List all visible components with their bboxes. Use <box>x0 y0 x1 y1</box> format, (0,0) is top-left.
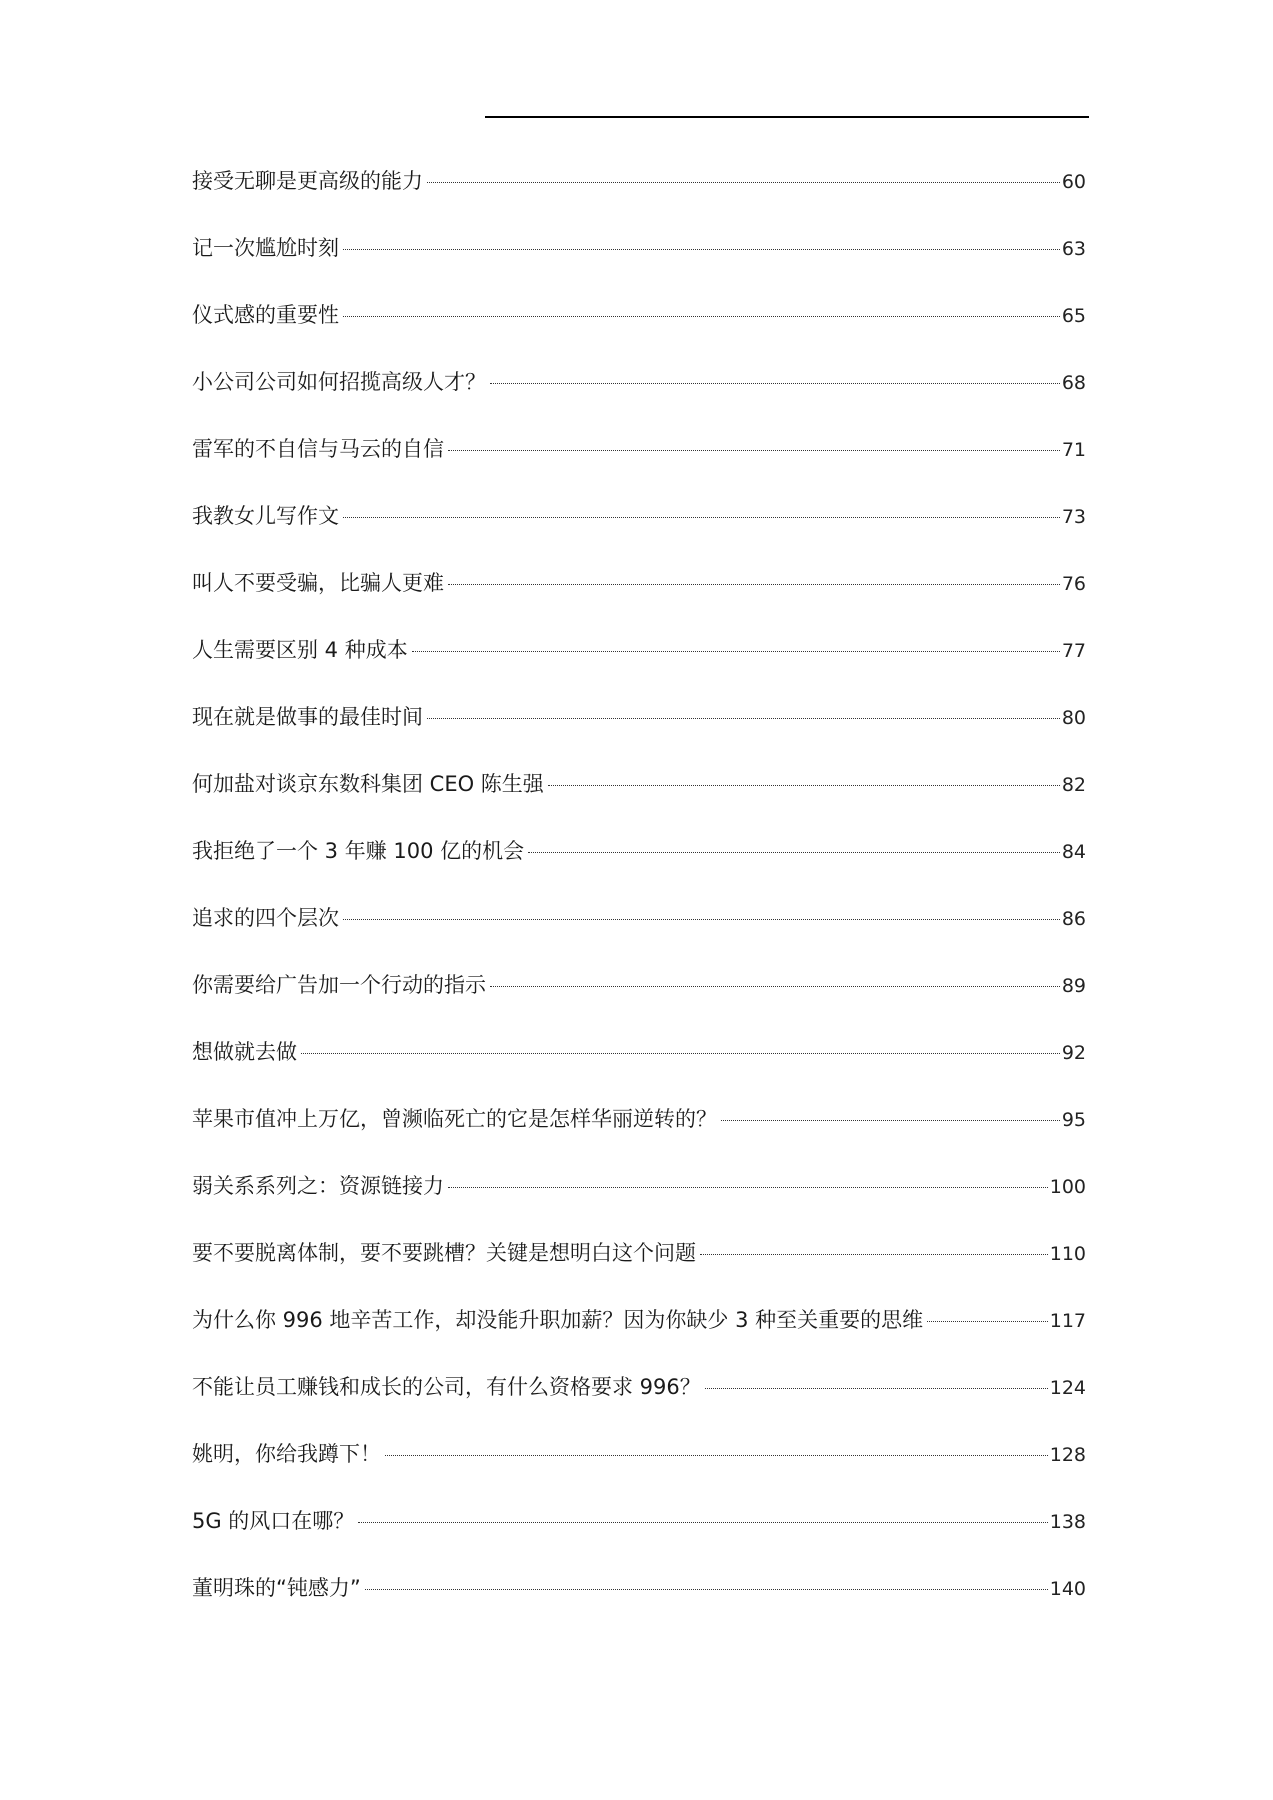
toc-dot-leader <box>343 919 1060 920</box>
toc-entry-title: 我拒绝了一个 3 年赚 100 亿的机会 <box>192 839 525 863</box>
toc-entry[interactable] <box>192 433 1086 500</box>
toc-dot-leader <box>343 517 1060 518</box>
toc-entry-page: 60 <box>1061 171 1086 193</box>
toc-dot-leader <box>412 651 1060 652</box>
toc-entry-page: 80 <box>1061 707 1086 729</box>
toc-dot-leader <box>721 1120 1060 1121</box>
toc-entry-page: 95 <box>1061 1109 1086 1131</box>
toc-entry[interactable] <box>192 299 1086 366</box>
toc-entry-page: 84 <box>1061 841 1086 863</box>
toc-entry-page: 86 <box>1061 908 1086 930</box>
toc-entry-title: 为什么你 996 地辛苦工作，却没能升职加薪？因为你缺少 3 种至关重要的思维 <box>192 1308 924 1332</box>
toc-entry[interactable] <box>192 1304 1086 1371</box>
toc-entry-title: 追求的四个层次 <box>192 906 339 930</box>
toc-dot-leader <box>343 249 1060 250</box>
toc-entry[interactable] <box>192 500 1086 567</box>
toc-entry-title: 接受无聊是更高级的能力 <box>192 169 423 193</box>
toc-entry[interactable] <box>192 701 1086 768</box>
toc-entry-title: 苹果市值冲上万亿，曾濒临死亡的它是怎样华丽逆转的？ <box>192 1107 717 1131</box>
toc-entry[interactable] <box>192 1371 1086 1438</box>
toc-entry-title: 要不要脱离体制，要不要跳槽？关键是想明白这个问题 <box>192 1241 696 1265</box>
toc-entry-title: 记一次尴尬时刻 <box>192 236 339 260</box>
toc-entry[interactable] <box>192 902 1086 969</box>
toc-entry[interactable] <box>192 1572 1086 1639</box>
toc-entry-title: 雷军的不自信与马云的自信 <box>192 437 444 461</box>
toc-dot-leader <box>365 1589 1048 1590</box>
toc-dot-leader <box>427 718 1060 719</box>
toc-entry[interactable] <box>192 768 1086 835</box>
toc-entry-title: 何加盐对谈京东数科集团 CEO 陈生强 <box>192 772 544 796</box>
toc-entry[interactable] <box>192 634 1086 701</box>
toc-entry-page: 92 <box>1061 1042 1086 1064</box>
toc-dot-leader <box>528 852 1060 853</box>
toc-entry[interactable] <box>192 232 1086 299</box>
toc-dot-leader <box>927 1321 1048 1322</box>
toc-entry-page: 82 <box>1061 774 1086 796</box>
toc-entry-title: 不能让员工赚钱和成长的公司，有什么资格要求 996？ <box>192 1375 701 1399</box>
toc-entry-page: 65 <box>1061 305 1086 327</box>
toc-entry-page: 73 <box>1061 506 1086 528</box>
header-rule <box>485 116 1089 118</box>
toc-entry-page: 124 <box>1049 1377 1086 1399</box>
toc-entry-title: 我教女儿写作文 <box>192 504 339 528</box>
toc-entry-title: 姚明，你给我蹲下！ <box>192 1442 381 1466</box>
toc-entry-page: 76 <box>1061 573 1086 595</box>
toc-dot-leader <box>343 316 1060 317</box>
toc-entry-page: 68 <box>1061 372 1086 394</box>
toc-entry-page: 71 <box>1061 439 1086 461</box>
toc-dot-leader <box>448 1187 1048 1188</box>
toc-entry-title: 想做就去做 <box>192 1040 297 1064</box>
toc-entry-page: 89 <box>1061 975 1086 997</box>
toc-entry-page: 63 <box>1061 238 1086 260</box>
toc-entry[interactable] <box>192 1103 1086 1170</box>
toc-dot-leader <box>490 383 1060 384</box>
toc-dot-leader <box>385 1455 1048 1456</box>
toc-entry-page: 77 <box>1061 640 1086 662</box>
toc-entry[interactable] <box>192 1170 1086 1237</box>
toc-entry[interactable] <box>192 165 1086 232</box>
table-of-contents <box>192 165 1086 1639</box>
toc-entry-page: 138 <box>1049 1511 1086 1533</box>
toc-entry[interactable] <box>192 366 1086 433</box>
toc-dot-leader <box>301 1053 1060 1054</box>
toc-entry[interactable] <box>192 1237 1086 1304</box>
toc-entry-page: 128 <box>1049 1444 1086 1466</box>
toc-entry[interactable] <box>192 1505 1086 1572</box>
toc-entry-title: 弱关系系列之：资源链接力 <box>192 1174 444 1198</box>
toc-dot-leader <box>358 1522 1047 1523</box>
toc-entry[interactable] <box>192 1438 1086 1505</box>
toc-entry[interactable] <box>192 567 1086 634</box>
toc-entry[interactable] <box>192 1036 1086 1103</box>
toc-entry-title: 仪式感的重要性 <box>192 303 339 327</box>
toc-dot-leader <box>705 1388 1048 1389</box>
toc-entry-page: 140 <box>1049 1578 1086 1600</box>
toc-entry[interactable] <box>192 969 1086 1036</box>
toc-entry-title: 5G 的风口在哪？ <box>192 1509 355 1533</box>
toc-entry-title: 小公司公司如何招揽高级人才？ <box>192 370 486 394</box>
toc-entry-title: 现在就是做事的最佳时间 <box>192 705 423 729</box>
toc-entry-title: 叫人不要受骗，比骗人更难 <box>192 571 444 595</box>
toc-entry-page: 100 <box>1049 1176 1086 1198</box>
toc-dot-leader <box>427 182 1060 183</box>
toc-dot-leader <box>700 1254 1048 1255</box>
toc-entry-title: 人生需要区别 4 种成本 <box>192 638 408 662</box>
toc-entry[interactable] <box>192 835 1086 902</box>
toc-dot-leader <box>448 584 1060 585</box>
toc-entry-title: 你需要给广告加一个行动的指示 <box>192 973 486 997</box>
toc-entry-page: 110 <box>1049 1243 1086 1265</box>
toc-dot-leader <box>548 785 1060 786</box>
toc-entry-title: 董明珠的“钝感力” <box>192 1576 361 1600</box>
toc-dot-leader <box>448 450 1060 451</box>
toc-entry-page: 117 <box>1049 1310 1086 1332</box>
toc-dot-leader <box>490 986 1060 987</box>
